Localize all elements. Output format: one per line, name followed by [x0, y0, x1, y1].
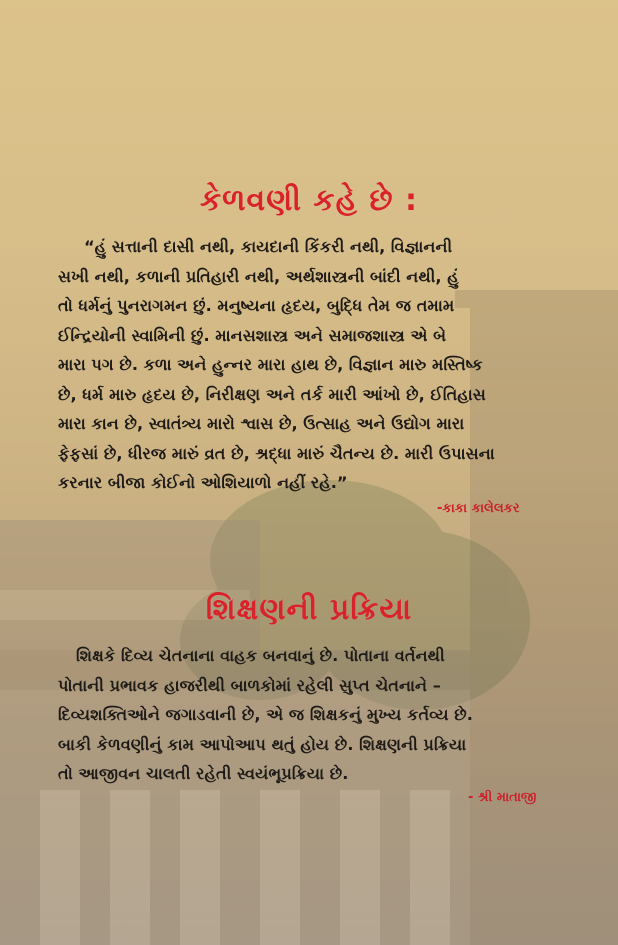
process-line: તો આજીવન ચાલતી રહેતી સ્વયંભૂપ્રક્રિયા છે.: [58, 764, 349, 783]
quote-line: સખી નથી, કળાની પ્રતિહારી નથી, અર્થશાસ્ત્રની બાંદી નથી, હું: [58, 266, 459, 286]
quote-line: “હું સત્તાની દાસી નથી, કાયદાની કિંકરી નથી, વિજ્ઞાનની: [84, 237, 453, 256]
process-line: પોતાની પ્રભાવક હાજરીથી બાળકોમાં રહેલી સુપ્ત ચેતનાને –: [58, 675, 441, 695]
quote-paragraph: [58, 232, 558, 498]
author-kaka-kalelkar: -કાકા કાલેલકર: [437, 501, 520, 516]
quote-line: તો ધર્મનું પુનરાગમન છું. મનુષ્યના હૃદય, બુદ્ધિ તેમ જ તમામ: [58, 296, 455, 315]
quote-line: મારા કાન છે, સ્વાતંત્ર્ય મારો શ્વાસ છે, ઉત્સાહ અને ઉદ્યોગ મારા: [58, 414, 465, 433]
quote-line: ઈન્દ્રિયોની સ્વામિની છું. માનસશાસ્ત્ર અને સમાજશાસ્ત્ર એ બે: [58, 325, 447, 345]
process-paragraph: [58, 641, 558, 789]
quote-line: મારા પગ છે. કળા અને હુન્નર મારા હાથ છે, વિજ્ઞાન મારુ મસ્તિષ્ક: [58, 355, 483, 374]
heading-education-says: કેળવણી કહે છે :: [199, 183, 419, 218]
quote-line: કરનાર બીજા કોઈનો ઓશિયાળો નહીં રહે.”: [58, 473, 348, 492]
author-shri-mataji: - શ્રી માતાજી: [468, 790, 537, 805]
process-line: શિક્ષકે દિવ્ય ચેતનાના વાહક બનવાનું છે. પોતાના વર્તનથી: [76, 646, 445, 665]
process-line: દિવ્યશક્તિઓને જગાડવાની છે, એ જ શિક્ષકનું મુખ્ય કર્તવ્ય છે.: [58, 705, 473, 724]
process-line: બાકી કેળવણીનું કામ આપોઆપ થતું હોય છે. શિક્ષણની પ્રક્રિયા: [58, 734, 467, 754]
quote-line: છે, ધર્મ મારુ હૃદય છે, નિરીક્ષણ અને તર્ક મારી આંખો છે, ઈતિહાસ: [58, 384, 486, 404]
heading-education-process: શિક્ષણની પ્રક્રિયા: [205, 592, 413, 627]
quote-line: ફેફસાં છે, ધીરજ મારું વ્રત છે, શ્રદ્ધા મારું ચૈતન્ય છે. મારી ઉપાસના: [58, 443, 495, 463]
